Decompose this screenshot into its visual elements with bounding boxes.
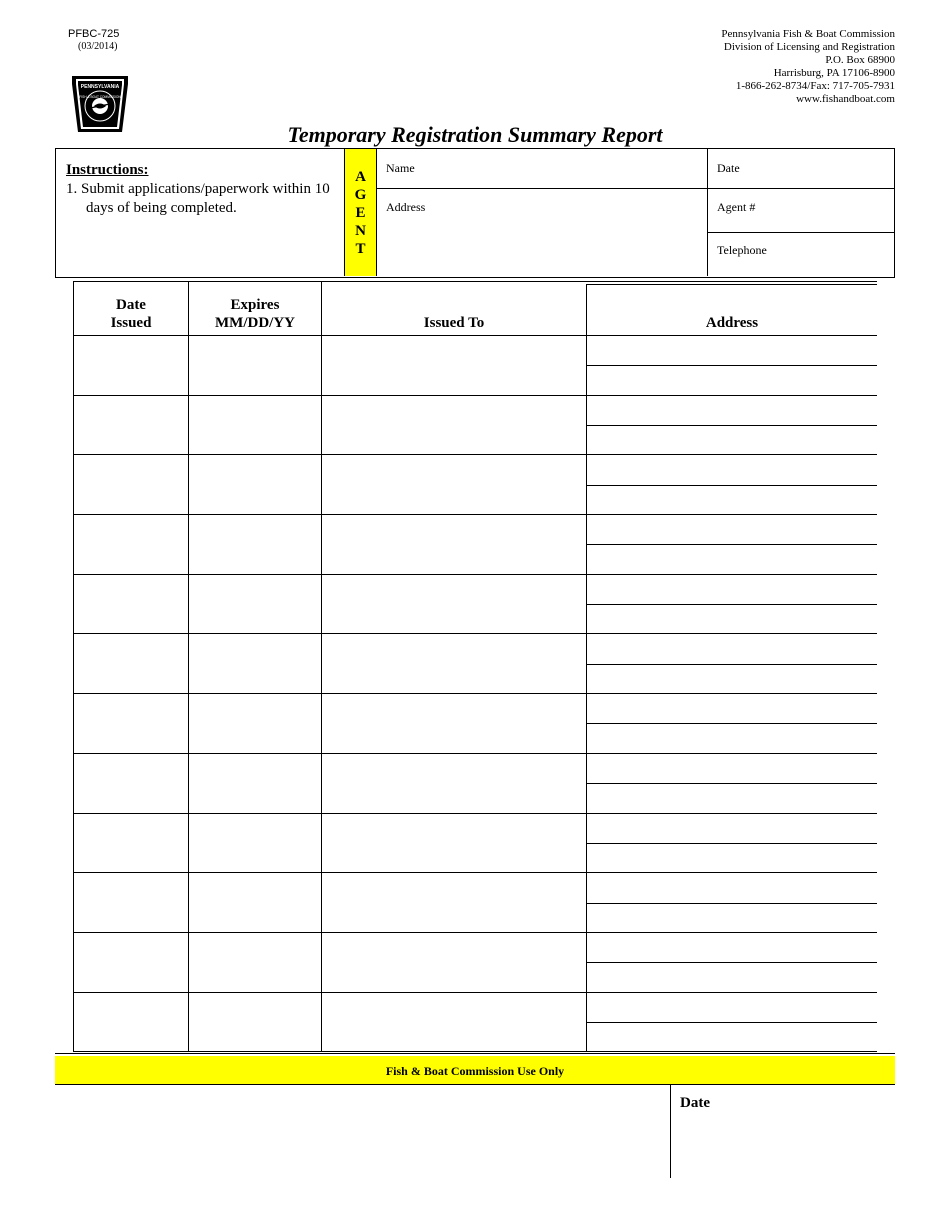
expires-cell[interactable] xyxy=(188,396,321,455)
form-revision-date: (03/2014) xyxy=(78,41,118,52)
address-cell[interactable] xyxy=(586,634,877,693)
header-address xyxy=(586,284,877,335)
issued-to-cell[interactable] xyxy=(321,814,586,873)
issued-to-cell[interactable] xyxy=(321,694,586,753)
agency-line: Pennsylvania Fish & Boat Commission xyxy=(721,28,895,40)
table-row xyxy=(73,336,877,396)
date-issued-cell[interactable] xyxy=(73,814,188,873)
divider xyxy=(670,1085,671,1178)
table-row xyxy=(73,634,877,694)
table-row xyxy=(73,694,877,754)
header-expires-line1: Expires xyxy=(230,297,280,313)
date-issued-cell[interactable] xyxy=(73,575,188,634)
header-expires xyxy=(188,282,321,335)
divider xyxy=(55,1053,895,1054)
date-issued-cell[interactable] xyxy=(73,336,188,395)
address-line-divider xyxy=(587,962,877,963)
address-cell[interactable] xyxy=(586,873,877,932)
table-row xyxy=(73,515,877,575)
agent-date-field[interactable] xyxy=(707,149,895,189)
page-title: Temporary Registration Summary Report xyxy=(287,122,663,147)
agent-date-label: Date xyxy=(717,161,740,175)
address-cell[interactable] xyxy=(586,575,877,634)
expires-cell[interactable] xyxy=(188,694,321,753)
table-row xyxy=(73,933,877,993)
date-issued-cell[interactable] xyxy=(73,455,188,514)
table-row xyxy=(73,814,877,874)
expires-cell[interactable] xyxy=(188,873,321,932)
address-cell[interactable] xyxy=(586,515,877,574)
address-line-divider xyxy=(587,544,877,545)
date-issued-cell[interactable] xyxy=(73,634,188,693)
header-expires-line2: MM/DD/YY xyxy=(215,315,295,331)
agent-letter: E xyxy=(355,204,366,221)
table-row xyxy=(73,754,877,814)
address-cell[interactable] xyxy=(586,993,877,1052)
agency-address-block xyxy=(721,28,895,106)
address-line-divider xyxy=(587,425,877,426)
header-address-label: Address xyxy=(705,315,759,331)
header-date-issued-line1: Date xyxy=(115,297,146,313)
issued-to-cell[interactable] xyxy=(321,575,586,634)
agent-name-label: Name xyxy=(386,161,415,175)
expires-cell[interactable] xyxy=(188,575,321,634)
table-row xyxy=(73,455,877,515)
logo-text-arc: FISH & BOAT COMMISSION xyxy=(79,95,121,99)
expires-cell[interactable] xyxy=(188,814,321,873)
commission-date-label: Date xyxy=(680,1095,710,1111)
issued-to-cell[interactable] xyxy=(321,873,586,932)
agent-telephone-field[interactable] xyxy=(707,233,895,276)
agency-line: 1-866-262-8734/Fax: 717-705-7931 xyxy=(735,80,895,92)
issued-to-cell[interactable] xyxy=(321,754,586,813)
table-row xyxy=(73,396,877,456)
address-line-divider xyxy=(587,664,877,665)
address-line-divider xyxy=(587,485,877,486)
table-row xyxy=(73,575,877,635)
expires-cell[interactable] xyxy=(188,933,321,992)
address-line-divider xyxy=(587,365,877,366)
expires-cell[interactable] xyxy=(188,515,321,574)
address-line-divider xyxy=(587,903,877,904)
date-issued-cell[interactable] xyxy=(73,694,188,753)
address-cell[interactable] xyxy=(586,933,877,992)
agent-number-field[interactable] xyxy=(707,189,895,233)
address-line-divider xyxy=(587,604,877,605)
date-issued-cell[interactable] xyxy=(73,933,188,992)
issued-to-cell[interactable] xyxy=(321,515,586,574)
agent-letter: A xyxy=(355,168,366,185)
issued-to-cell[interactable] xyxy=(321,396,586,455)
agent-address-field[interactable] xyxy=(377,189,707,276)
issued-to-cell[interactable] xyxy=(321,933,586,992)
expires-cell[interactable] xyxy=(188,455,321,514)
instruction-item: 1. Submit applications/paperwork within 10 days of being completed. xyxy=(66,181,330,216)
agent-letter: N xyxy=(355,222,366,239)
address-cell[interactable] xyxy=(586,694,877,753)
expires-cell[interactable] xyxy=(188,634,321,693)
address-cell[interactable] xyxy=(586,396,877,455)
agency-line: P.O. Box 68900 xyxy=(825,54,895,66)
agent-letter: G xyxy=(354,186,367,203)
agent-info-box xyxy=(55,148,895,278)
commission-use-only-bar: Fish & Boat Commission Use Only xyxy=(55,1056,895,1085)
instructions xyxy=(66,161,336,218)
logo-text-top: PENNSYLVANIA xyxy=(80,84,120,90)
agent-address-label: Address xyxy=(386,200,426,214)
date-issued-cell[interactable] xyxy=(73,993,188,1052)
agent-label-strip xyxy=(344,149,377,276)
header-issued-to-label: Issued To xyxy=(423,315,485,331)
issued-to-cell[interactable] xyxy=(321,634,586,693)
issued-to-cell[interactable] xyxy=(321,455,586,514)
expires-cell[interactable] xyxy=(188,993,321,1052)
expires-cell[interactable] xyxy=(188,754,321,813)
header-date-issued-line2: Issued xyxy=(110,315,152,331)
address-cell[interactable] xyxy=(586,814,877,873)
date-issued-cell[interactable] xyxy=(73,873,188,932)
issued-to-cell[interactable] xyxy=(321,993,586,1052)
address-cell[interactable] xyxy=(586,754,877,813)
registration-table xyxy=(73,281,877,1052)
date-issued-cell[interactable] xyxy=(73,754,188,813)
address-line-divider xyxy=(587,723,877,724)
address-line-divider xyxy=(587,843,877,844)
address-cell[interactable] xyxy=(586,455,877,514)
table-body xyxy=(73,336,877,1052)
issued-to-cell[interactable] xyxy=(321,336,586,395)
address-cell[interactable] xyxy=(586,336,877,395)
form-id: PFBC-725 xyxy=(68,28,120,40)
header-issued-to xyxy=(321,282,586,335)
table-row xyxy=(73,993,877,1053)
instructions-heading: Instructions: xyxy=(66,162,149,178)
agent-number-label: Agent # xyxy=(717,200,756,214)
agency-line: Harrisburg, PA 17106-8900 xyxy=(773,67,895,79)
agency-line: Division of Licensing and Registration xyxy=(723,41,895,53)
table-row xyxy=(73,873,877,933)
agent-letter: T xyxy=(355,240,366,257)
address-line-divider xyxy=(587,1022,877,1023)
agency-line: www.fishandboat.com xyxy=(796,93,895,105)
agent-name-field[interactable] xyxy=(377,149,707,189)
agent-telephone-label: Telephone xyxy=(717,243,767,257)
header-date-issued xyxy=(73,282,188,335)
expires-cell[interactable] xyxy=(188,336,321,395)
table-header xyxy=(73,281,877,336)
date-issued-cell[interactable] xyxy=(73,515,188,574)
address-line-divider xyxy=(587,783,877,784)
date-issued-cell[interactable] xyxy=(73,396,188,455)
